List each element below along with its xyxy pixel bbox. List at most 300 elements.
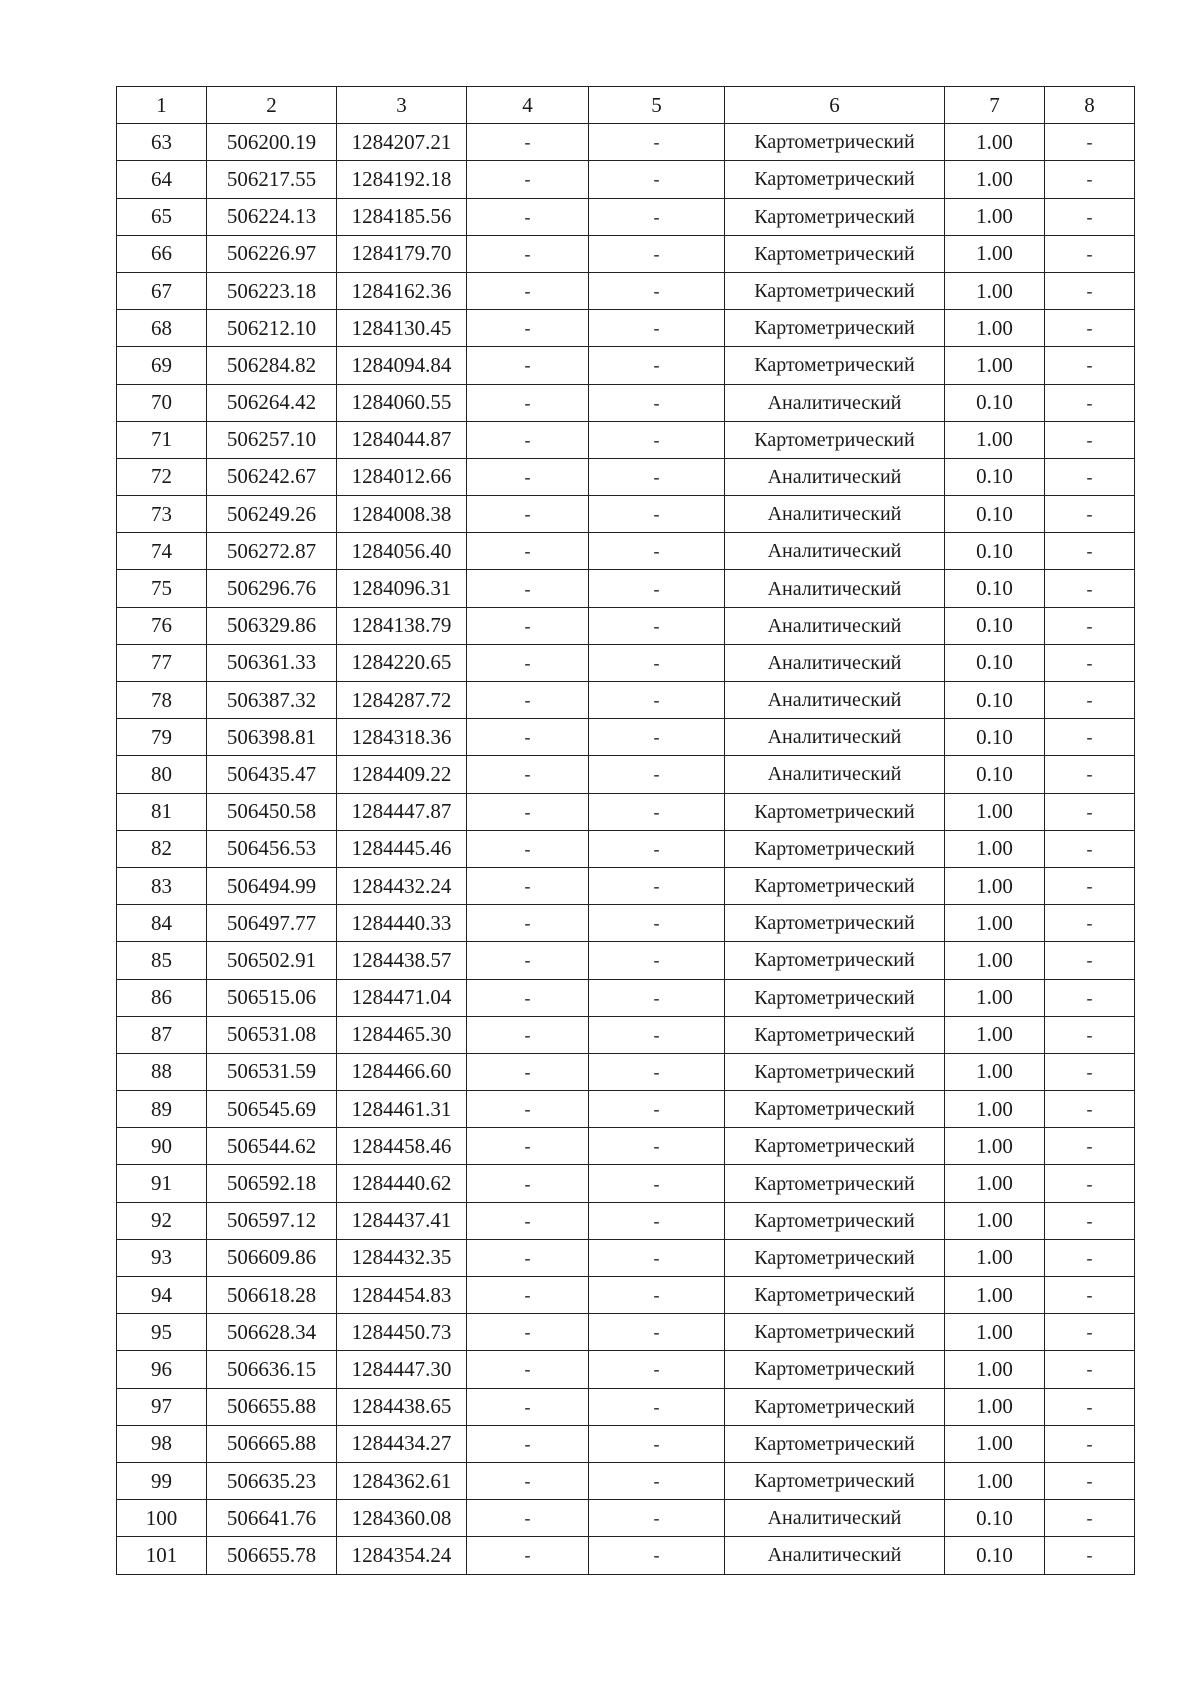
accuracy-cell: 0.10 — [945, 1537, 1045, 1574]
col-5-cell: - — [589, 719, 725, 756]
col-4-cell: - — [467, 1165, 589, 1202]
accuracy-cell: 1.00 — [945, 1091, 1045, 1128]
point-number-cell: 75 — [117, 570, 207, 607]
coord-y-cell: 1284445.46 — [337, 830, 467, 867]
coord-x-cell: 506609.86 — [207, 1239, 337, 1276]
accuracy-cell: 1.00 — [945, 347, 1045, 384]
col-5-cell: - — [589, 1128, 725, 1165]
point-number-cell: 98 — [117, 1425, 207, 1462]
table-row — [117, 793, 1135, 830]
col-4-cell: - — [467, 1128, 589, 1165]
column-header-6: 6 — [725, 87, 945, 124]
coord-y-cell: 1284162.36 — [337, 272, 467, 309]
col-5-cell: - — [589, 533, 725, 570]
coord-y-cell: 1284461.31 — [337, 1091, 467, 1128]
coord-x-cell: 506636.15 — [207, 1351, 337, 1388]
method-cell: Аналитический — [725, 719, 945, 756]
col-8-cell: - — [1045, 607, 1135, 644]
coord-x-cell: 506597.12 — [207, 1202, 337, 1239]
col-5-cell: - — [589, 310, 725, 347]
method-cell: Картометрический — [725, 124, 945, 161]
coord-y-cell: 1284362.61 — [337, 1462, 467, 1499]
col-5-cell: - — [589, 644, 725, 681]
col-5-cell: - — [589, 384, 725, 421]
coord-x-cell: 506264.42 — [207, 384, 337, 421]
table-row — [117, 1128, 1135, 1165]
col-5-cell: - — [589, 1277, 725, 1314]
point-number-cell: 90 — [117, 1128, 207, 1165]
accuracy-cell: 1.00 — [945, 1128, 1045, 1165]
accuracy-cell: 0.10 — [945, 719, 1045, 756]
col-8-cell: - — [1045, 644, 1135, 681]
table-row — [117, 496, 1135, 533]
col-4-cell: - — [467, 905, 589, 942]
col-4-cell: - — [467, 1091, 589, 1128]
coord-y-cell: 1284138.79 — [337, 607, 467, 644]
coord-x-cell: 506618.28 — [207, 1277, 337, 1314]
col-4-cell: - — [467, 1202, 589, 1239]
accuracy-cell: 0.10 — [945, 570, 1045, 607]
accuracy-cell: 1.00 — [945, 161, 1045, 198]
coord-x-cell: 506497.77 — [207, 905, 337, 942]
col-5-cell: - — [589, 1314, 725, 1351]
coord-y-cell: 1284447.87 — [337, 793, 467, 830]
col-4-cell: - — [467, 1500, 589, 1537]
table-row — [117, 421, 1135, 458]
method-cell: Картометрический — [725, 161, 945, 198]
accuracy-cell: 0.10 — [945, 384, 1045, 421]
col-5-cell: - — [589, 124, 725, 161]
col-5-cell: - — [589, 905, 725, 942]
point-number-cell: 77 — [117, 644, 207, 681]
coord-x-cell: 506628.34 — [207, 1314, 337, 1351]
col-4-cell: - — [467, 607, 589, 644]
point-number-cell: 93 — [117, 1239, 207, 1276]
col-4-cell: - — [467, 830, 589, 867]
coord-x-cell: 506272.87 — [207, 533, 337, 570]
col-8-cell: - — [1045, 682, 1135, 719]
col-8-cell: - — [1045, 310, 1135, 347]
column-header-4: 4 — [467, 87, 589, 124]
accuracy-cell: 1.00 — [945, 979, 1045, 1016]
point-number-cell: 87 — [117, 1016, 207, 1053]
accuracy-cell: 1.00 — [945, 1462, 1045, 1499]
table-row — [117, 533, 1135, 570]
table-row — [117, 1314, 1135, 1351]
table-body — [117, 124, 1135, 1574]
col-8-cell: - — [1045, 830, 1135, 867]
accuracy-cell: 1.00 — [945, 867, 1045, 904]
accuracy-cell: 1.00 — [945, 1425, 1045, 1462]
coord-x-cell: 506361.33 — [207, 644, 337, 681]
coord-y-cell: 1284179.70 — [337, 235, 467, 272]
col-4-cell: - — [467, 1537, 589, 1574]
coord-x-cell: 506592.18 — [207, 1165, 337, 1202]
table-row — [117, 607, 1135, 644]
accuracy-cell: 0.10 — [945, 607, 1045, 644]
coord-y-cell: 1284458.46 — [337, 1128, 467, 1165]
col-8-cell: - — [1045, 1091, 1135, 1128]
table-row — [117, 905, 1135, 942]
col-5-cell: - — [589, 942, 725, 979]
coord-x-cell: 506226.97 — [207, 235, 337, 272]
coord-x-cell: 506224.13 — [207, 198, 337, 235]
accuracy-cell: 1.00 — [945, 1239, 1045, 1276]
accuracy-cell: 1.00 — [945, 1388, 1045, 1425]
col-8-cell: - — [1045, 1277, 1135, 1314]
coord-x-cell: 506655.78 — [207, 1537, 337, 1574]
point-number-cell: 88 — [117, 1053, 207, 1090]
col-8-cell: - — [1045, 905, 1135, 942]
point-number-cell: 67 — [117, 272, 207, 309]
table-row — [117, 458, 1135, 495]
col-8-cell: - — [1045, 421, 1135, 458]
col-8-cell: - — [1045, 496, 1135, 533]
col-8-cell: - — [1045, 272, 1135, 309]
column-header-3: 3 — [337, 87, 467, 124]
coord-x-cell: 506544.62 — [207, 1128, 337, 1165]
col-8-cell: - — [1045, 384, 1135, 421]
coord-y-cell: 1284220.65 — [337, 644, 467, 681]
col-5-cell: - — [589, 496, 725, 533]
point-number-cell: 79 — [117, 719, 207, 756]
col-4-cell: - — [467, 198, 589, 235]
method-cell: Картометрический — [725, 1202, 945, 1239]
coord-y-cell: 1284454.83 — [337, 1277, 467, 1314]
table-row — [117, 1462, 1135, 1499]
point-number-cell: 95 — [117, 1314, 207, 1351]
col-8-cell: - — [1045, 1202, 1135, 1239]
coord-y-cell: 1284094.84 — [337, 347, 467, 384]
method-cell: Картометрический — [725, 1128, 945, 1165]
table-row — [117, 1053, 1135, 1090]
coord-y-cell: 1284434.27 — [337, 1425, 467, 1462]
col-5-cell: - — [589, 1202, 725, 1239]
table-row — [117, 570, 1135, 607]
col-4-cell: - — [467, 942, 589, 979]
point-number-cell: 69 — [117, 347, 207, 384]
coord-x-cell: 506329.86 — [207, 607, 337, 644]
column-header-2: 2 — [207, 87, 337, 124]
coord-x-cell: 506200.19 — [207, 124, 337, 161]
accuracy-cell: 0.10 — [945, 1500, 1045, 1537]
col-8-cell: - — [1045, 533, 1135, 570]
table-row — [117, 756, 1135, 793]
col-4-cell: - — [467, 124, 589, 161]
table-row — [117, 719, 1135, 756]
point-number-cell: 85 — [117, 942, 207, 979]
col-4-cell: - — [467, 644, 589, 681]
coord-y-cell: 1284432.35 — [337, 1239, 467, 1276]
point-number-cell: 101 — [117, 1537, 207, 1574]
col-4-cell: - — [467, 867, 589, 904]
col-4-cell: - — [467, 1277, 589, 1314]
col-4-cell: - — [467, 347, 589, 384]
coord-x-cell: 506456.53 — [207, 830, 337, 867]
table-row — [117, 1202, 1135, 1239]
col-8-cell: - — [1045, 570, 1135, 607]
method-cell: Аналитический — [725, 458, 945, 495]
column-header-5: 5 — [589, 87, 725, 124]
table-row — [117, 644, 1135, 681]
col-5-cell: - — [589, 1091, 725, 1128]
accuracy-cell: 1.00 — [945, 310, 1045, 347]
point-number-cell: 100 — [117, 1500, 207, 1537]
col-5-cell: - — [589, 1425, 725, 1462]
col-5-cell: - — [589, 1016, 725, 1053]
table-row — [117, 1388, 1135, 1425]
col-8-cell: - — [1045, 458, 1135, 495]
header-row — [117, 87, 1135, 124]
col-5-cell: - — [589, 793, 725, 830]
col-4-cell: - — [467, 719, 589, 756]
coord-y-cell: 1284060.55 — [337, 384, 467, 421]
method-cell: Картометрический — [725, 1091, 945, 1128]
col-8-cell: - — [1045, 867, 1135, 904]
col-8-cell: - — [1045, 793, 1135, 830]
col-5-cell: - — [589, 1462, 725, 1499]
col-5-cell: - — [589, 235, 725, 272]
table-row — [117, 830, 1135, 867]
col-8-cell: - — [1045, 1128, 1135, 1165]
coord-y-cell: 1284192.18 — [337, 161, 467, 198]
method-cell: Аналитический — [725, 607, 945, 644]
point-number-cell: 86 — [117, 979, 207, 1016]
method-cell: Картометрический — [725, 1239, 945, 1276]
table-row — [117, 272, 1135, 309]
coordinates-table — [116, 86, 1135, 1575]
table-header — [117, 87, 1135, 124]
method-cell: Аналитический — [725, 644, 945, 681]
method-cell: Картометрический — [725, 272, 945, 309]
col-4-cell: - — [467, 682, 589, 719]
col-4-cell: - — [467, 570, 589, 607]
col-5-cell: - — [589, 458, 725, 495]
method-cell: Картометрический — [725, 421, 945, 458]
col-4-cell: - — [467, 1351, 589, 1388]
table-row — [117, 1091, 1135, 1128]
accuracy-cell: 1.00 — [945, 1202, 1045, 1239]
col-8-cell: - — [1045, 756, 1135, 793]
col-8-cell: - — [1045, 1165, 1135, 1202]
point-number-cell: 92 — [117, 1202, 207, 1239]
col-8-cell: - — [1045, 942, 1135, 979]
point-number-cell: 66 — [117, 235, 207, 272]
accuracy-cell: 1.00 — [945, 1165, 1045, 1202]
col-4-cell: - — [467, 421, 589, 458]
coord-x-cell: 506545.69 — [207, 1091, 337, 1128]
point-number-cell: 76 — [117, 607, 207, 644]
table-row — [117, 1425, 1135, 1462]
coord-y-cell: 1284409.22 — [337, 756, 467, 793]
coord-x-cell: 506257.10 — [207, 421, 337, 458]
col-5-cell: - — [589, 1388, 725, 1425]
method-cell: Аналитический — [725, 682, 945, 719]
col-4-cell: - — [467, 458, 589, 495]
accuracy-cell: 0.10 — [945, 458, 1045, 495]
coord-x-cell: 506223.18 — [207, 272, 337, 309]
accuracy-cell: 1.00 — [945, 793, 1045, 830]
col-8-cell: - — [1045, 719, 1135, 756]
coord-y-cell: 1284440.62 — [337, 1165, 467, 1202]
point-number-cell: 94 — [117, 1277, 207, 1314]
table-row — [117, 1277, 1135, 1314]
col-8-cell: - — [1045, 979, 1135, 1016]
method-cell: Картометрический — [725, 235, 945, 272]
col-8-cell: - — [1045, 1388, 1135, 1425]
col-4-cell: - — [467, 310, 589, 347]
col-4-cell: - — [467, 1462, 589, 1499]
coord-y-cell: 1284465.30 — [337, 1016, 467, 1053]
col-5-cell: - — [589, 347, 725, 384]
method-cell: Картометрический — [725, 1388, 945, 1425]
coord-y-cell: 1284438.57 — [337, 942, 467, 979]
col-4-cell: - — [467, 161, 589, 198]
accuracy-cell: 1.00 — [945, 1314, 1045, 1351]
table-row — [117, 124, 1135, 161]
coord-y-cell: 1284056.40 — [337, 533, 467, 570]
method-cell: Аналитический — [725, 1537, 945, 1574]
col-5-cell: - — [589, 867, 725, 904]
coord-x-cell: 506284.82 — [207, 347, 337, 384]
point-number-cell: 99 — [117, 1462, 207, 1499]
table-row — [117, 235, 1135, 272]
method-cell: Картометрический — [725, 310, 945, 347]
col-4-cell: - — [467, 384, 589, 421]
col-8-cell: - — [1045, 235, 1135, 272]
col-5-cell: - — [589, 1053, 725, 1090]
method-cell: Картометрический — [725, 830, 945, 867]
point-number-cell: 80 — [117, 756, 207, 793]
point-number-cell: 68 — [117, 310, 207, 347]
point-number-cell: 65 — [117, 198, 207, 235]
accuracy-cell: 1.00 — [945, 942, 1045, 979]
coord-x-cell: 506641.76 — [207, 1500, 337, 1537]
col-5-cell: - — [589, 421, 725, 458]
point-number-cell: 78 — [117, 682, 207, 719]
point-number-cell: 72 — [117, 458, 207, 495]
coord-x-cell: 506217.55 — [207, 161, 337, 198]
coord-y-cell: 1284432.24 — [337, 867, 467, 904]
point-number-cell: 89 — [117, 1091, 207, 1128]
col-8-cell: - — [1045, 1016, 1135, 1053]
column-header-1: 1 — [117, 87, 207, 124]
method-cell: Картометрический — [725, 1165, 945, 1202]
col-4-cell: - — [467, 1239, 589, 1276]
col-8-cell: - — [1045, 1462, 1135, 1499]
col-5-cell: - — [589, 1239, 725, 1276]
table-row — [117, 198, 1135, 235]
coord-y-cell: 1284354.24 — [337, 1537, 467, 1574]
table-row — [117, 1500, 1135, 1537]
coord-y-cell: 1284130.45 — [337, 310, 467, 347]
method-cell: Картометрический — [725, 793, 945, 830]
col-5-cell: - — [589, 830, 725, 867]
point-number-cell: 64 — [117, 161, 207, 198]
method-cell: Картометрический — [725, 198, 945, 235]
col-8-cell: - — [1045, 161, 1135, 198]
method-cell: Картометрический — [725, 867, 945, 904]
coord-y-cell: 1284360.08 — [337, 1500, 467, 1537]
coord-x-cell: 506494.99 — [207, 867, 337, 904]
table-row — [117, 682, 1135, 719]
method-cell: Аналитический — [725, 533, 945, 570]
col-4-cell: - — [467, 756, 589, 793]
coord-y-cell: 1284450.73 — [337, 1314, 467, 1351]
coord-y-cell: 1284207.21 — [337, 124, 467, 161]
col-8-cell: - — [1045, 347, 1135, 384]
col-8-cell: - — [1045, 1351, 1135, 1388]
accuracy-cell: 0.10 — [945, 756, 1045, 793]
method-cell: Картометрический — [725, 942, 945, 979]
coord-y-cell: 1284438.65 — [337, 1388, 467, 1425]
accuracy-cell: 1.00 — [945, 272, 1045, 309]
accuracy-cell: 0.10 — [945, 682, 1045, 719]
column-header-7: 7 — [945, 87, 1045, 124]
point-number-cell: 70 — [117, 384, 207, 421]
table-row — [117, 867, 1135, 904]
col-5-cell: - — [589, 979, 725, 1016]
col-5-cell: - — [589, 682, 725, 719]
col-4-cell: - — [467, 235, 589, 272]
accuracy-cell: 1.00 — [945, 124, 1045, 161]
accuracy-cell: 1.00 — [945, 1351, 1045, 1388]
method-cell: Картометрический — [725, 905, 945, 942]
table-row — [117, 384, 1135, 421]
col-4-cell: - — [467, 793, 589, 830]
accuracy-cell: 1.00 — [945, 421, 1045, 458]
column-header-8: 8 — [1045, 87, 1135, 124]
coord-x-cell: 506435.47 — [207, 756, 337, 793]
point-number-cell: 74 — [117, 533, 207, 570]
col-8-cell: - — [1045, 124, 1135, 161]
coord-x-cell: 506387.32 — [207, 682, 337, 719]
method-cell: Картометрический — [725, 1351, 945, 1388]
table-row — [117, 979, 1135, 1016]
table-row — [117, 1165, 1135, 1202]
coord-x-cell: 506655.88 — [207, 1388, 337, 1425]
coord-x-cell: 506635.23 — [207, 1462, 337, 1499]
col-5-cell: - — [589, 198, 725, 235]
accuracy-cell: 1.00 — [945, 1016, 1045, 1053]
point-number-cell: 91 — [117, 1165, 207, 1202]
coord-x-cell: 506398.81 — [207, 719, 337, 756]
accuracy-cell: 1.00 — [945, 1053, 1045, 1090]
table-row — [117, 347, 1135, 384]
method-cell: Картометрический — [725, 347, 945, 384]
col-5-cell: - — [589, 272, 725, 309]
point-number-cell: 96 — [117, 1351, 207, 1388]
table-row — [117, 1537, 1135, 1574]
method-cell: Картометрический — [725, 1016, 945, 1053]
accuracy-cell: 0.10 — [945, 533, 1045, 570]
point-number-cell: 71 — [117, 421, 207, 458]
coord-y-cell: 1284185.56 — [337, 198, 467, 235]
col-5-cell: - — [589, 1165, 725, 1202]
point-number-cell: 83 — [117, 867, 207, 904]
point-number-cell: 73 — [117, 496, 207, 533]
col-5-cell: - — [589, 1500, 725, 1537]
table-row — [117, 1351, 1135, 1388]
coord-x-cell: 506296.76 — [207, 570, 337, 607]
method-cell: Аналитический — [725, 384, 945, 421]
coord-y-cell: 1284437.41 — [337, 1202, 467, 1239]
col-4-cell: - — [467, 533, 589, 570]
point-number-cell: 97 — [117, 1388, 207, 1425]
method-cell: Аналитический — [725, 756, 945, 793]
coord-y-cell: 1284471.04 — [337, 979, 467, 1016]
method-cell: Картометрический — [725, 1462, 945, 1499]
